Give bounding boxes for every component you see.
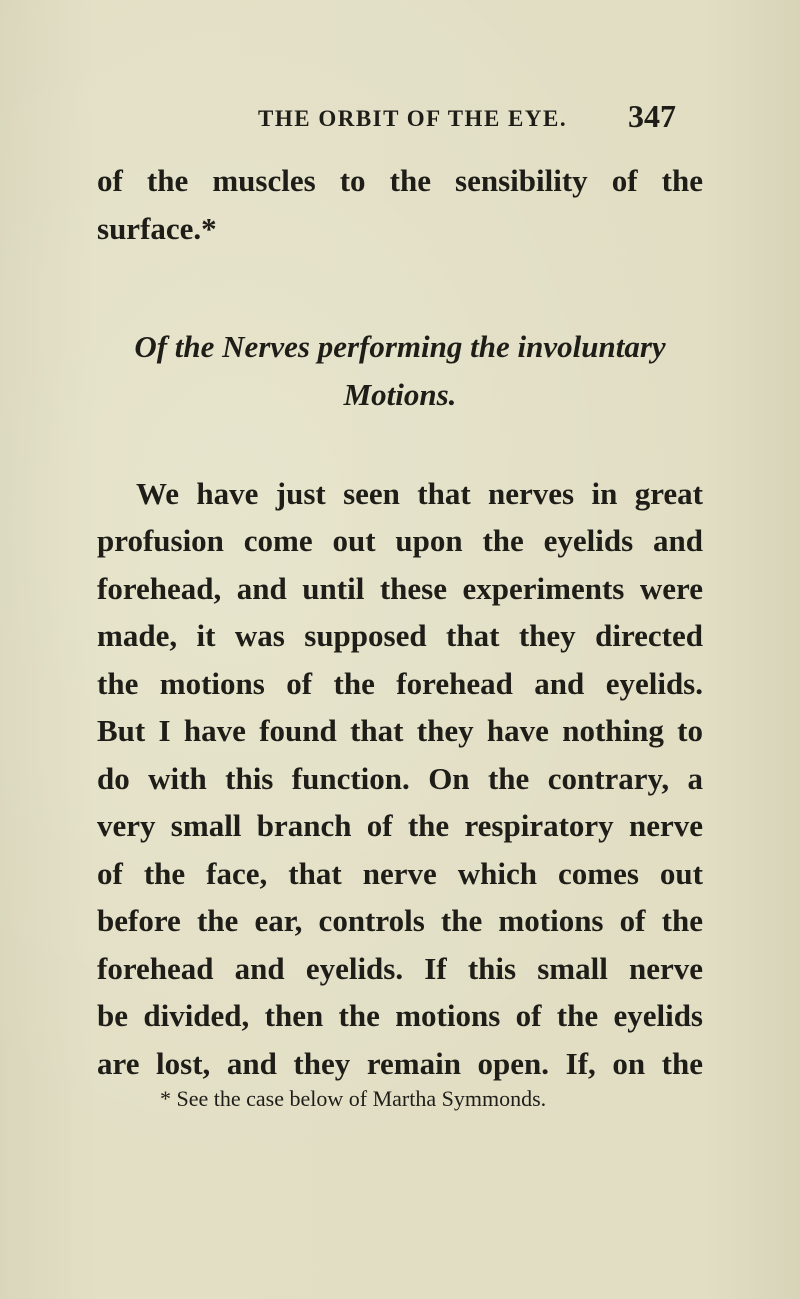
body-line: of the muscles to the sensibility of the [97, 163, 703, 198]
paragraph-line: of the face, that nerve which comes out [97, 856, 703, 891]
paragraph-line: profusion come out upon the eyelids and [97, 523, 703, 558]
paragraph-line: But I have found that they have nothing to [97, 713, 703, 748]
paragraph-line: We have just seen that nerves in great [136, 476, 703, 511]
section-heading-line-1: Of the Nerves performing the involuntary [134, 329, 666, 364]
page-number: 347 [628, 98, 676, 134]
paragraph-line: made, it was supposed that they directed [97, 618, 703, 653]
paragraph-line: are lost, and they remain open. If, on the [97, 1046, 703, 1081]
running-head [0, 98, 800, 138]
paragraph-line: the motions of the forehead and eyelids. [97, 666, 703, 701]
footnote: * See the case below of Martha Symmonds. [160, 1086, 547, 1111]
paragraph-line: do with this function. On the contrary, a [97, 761, 703, 796]
paragraph-line: be divided, then the motions of the eyelids [97, 998, 703, 1033]
paragraph-line: before the ear, controls the motions of the [97, 903, 703, 938]
paragraph-line: forehead, and until these experiments were [97, 571, 703, 606]
paragraph-line: forehead and eyelids. If this small nerve [97, 951, 703, 986]
section-heading-line-2: Motions. [343, 377, 457, 412]
body-line: surface.* [97, 211, 217, 246]
running-title: THE ORBIT OF THE EYE. [258, 106, 568, 131]
paragraph-line: very small branch of the respiratory nerve [97, 808, 703, 843]
